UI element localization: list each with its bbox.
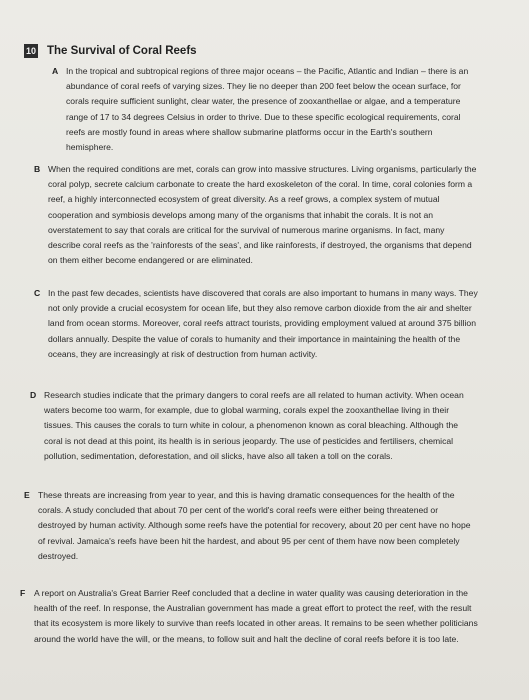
paragraph-text: In the past few decades, scientists have discovered that corals are also important to humans in many ways. They not only provide a crucial ecosystem for ocean life, but they also remove carbon dioxide from the air and shelter land from ocean storms. Moreover, coral reefs attract tourists, providing employment valued at around 375 billion dollars annually. Despite the value of corals to humanity and their importance in maintaining the health of the oceans, they are increasingly at risk of destruction from human activity. bbox=[48, 288, 478, 359]
paragraph-letter: D bbox=[30, 390, 37, 400]
paragraph-d bbox=[30, 388, 478, 464]
paragraph-letter: E bbox=[24, 490, 30, 500]
paragraph-text: A report on Australia's Great Barrier Reef concluded that a decline in water quality was causing deterioration in the health of the reef. In response, the Australian government has made a great effort to protect the reef, with the result that its ecosystem is more likely to survive than reefs located in other areas. It remains to be seen whether politicians around the world have the will, or the means, to follow suit and halt the decline of coral reefs before it is too late. bbox=[34, 588, 478, 644]
paragraph-e bbox=[24, 488, 478, 564]
passage-title: The Survival of Coral Reefs bbox=[47, 45, 197, 57]
paragraph-f bbox=[20, 586, 482, 647]
paragraph-c bbox=[34, 286, 478, 362]
question-number-badge: 10 bbox=[25, 46, 36, 56]
paragraph-letter: C bbox=[34, 288, 41, 298]
paragraph-letter: B bbox=[34, 164, 41, 174]
paragraph-b bbox=[34, 162, 478, 268]
paragraph-text: These threats are increasing from year to year, and this is having dramatic consequences for the health of the corals. A study concluded that about 70 per cent of the world's coral reefs were either being threatened or destroyed by human activity. Although some reefs have the potential for recovery, about 20 per cent have no hope of revival. Jamaica's reefs have been hit the hardest, and about 95 per cent of them have now been completely destroyed. bbox=[38, 490, 471, 561]
paragraph-letter: F bbox=[20, 588, 26, 598]
paragraph-text: Research studies indicate that the primary dangers to coral reefs are all related to human activity. When ocean waters become too warm, for example, due to global warming, corals expel the zooxanthellae living in their tissues. This causes the corals to turn white in colour, a phenomenon known as coral bleaching. Although the coral is not dead at this point, its health is in serious jeopardy. The use of pesticides and fertilisers, chemical pollution, sedimentation, deforestation, and oil slicks, have also all taken a toll on the corals. bbox=[44, 390, 464, 461]
paragraph-letter: A bbox=[52, 66, 59, 76]
paragraph-text: In the tropical and subtropical regions of three major oceans – the Pacific, Atlantic and Indian – there is an abundance of coral reefs of varying sizes. They lie no deeper than 200 feet below the ocean surface, for corals require sufficient sunlight, clear water, the presence of zooxanthellae or algae, and a temperature range of 17 to 34 degrees Celsius in order to thrive. Due to these specific ecological requirements, coral reefs are mostly found in areas where shallow submarine platforms occur in the Earth's southern hemisphere. bbox=[66, 66, 469, 153]
paragraph-text: When the required conditions are met, corals can grow into massive structures. Living organisms, particularly the coral polyp, secrete calcium carbonate to create the hard exoskeleton of the coral. In time, coral colonies form a reef, a highly interconnected ecosystem of great diversity. As a reef grows, a complex system of mutual cooperation and symbiosis develops among many of the organisms that inhabit the corals. It is not an overstatement to say that corals are critical for the survival of numerous marine organisms. In fact, many describe coral reefs as the 'rainforests of the seas', and like rainforests, if destroyed, the organisms that depend on them either become endangered or are eliminated. bbox=[48, 164, 477, 266]
paragraph-a bbox=[52, 64, 478, 155]
passage-header bbox=[24, 44, 197, 58]
